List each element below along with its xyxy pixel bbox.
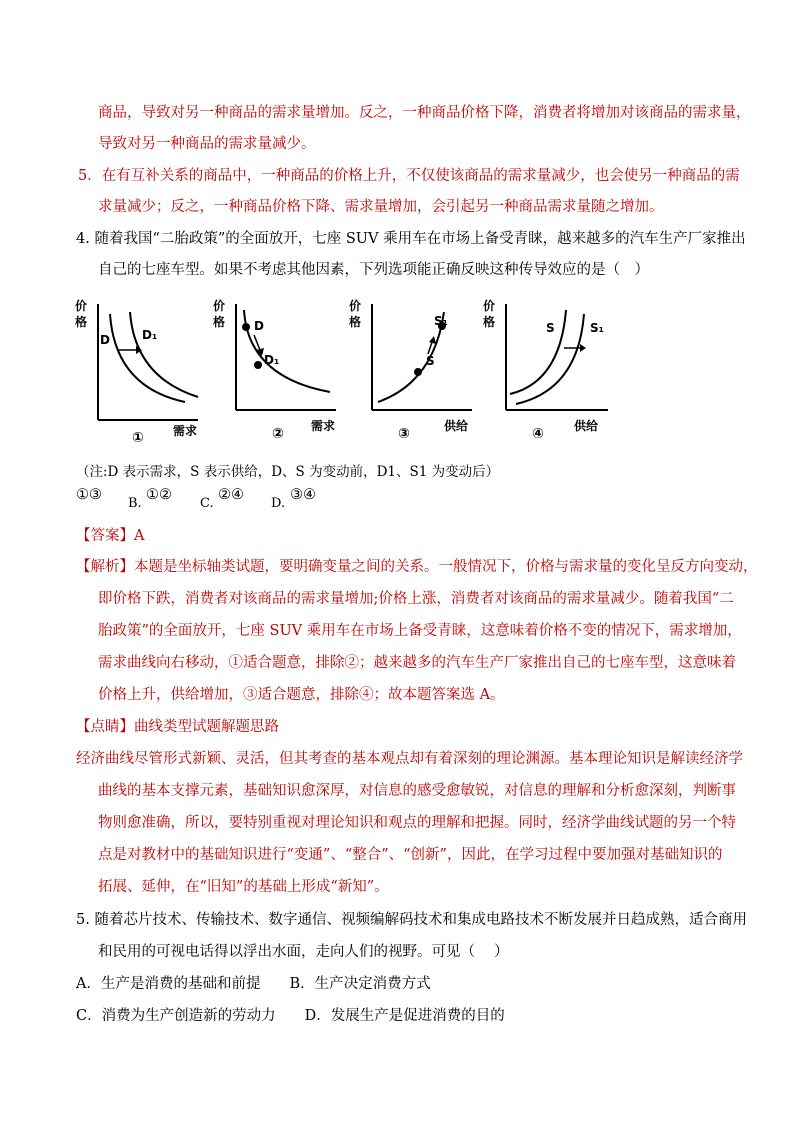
y-axis-label: 格 bbox=[213, 315, 226, 329]
analysis-line: 即价格下跌，消费者对该商品的需求量增加;价格上涨，消费者对该商品的需求量减少。随着我国“二 bbox=[98, 591, 734, 607]
tip-label: 【点睛】 bbox=[76, 719, 134, 735]
x-axis-label: 需求 bbox=[311, 419, 336, 433]
option-b-letter: B. bbox=[128, 496, 142, 511]
y-axis-label: 价 bbox=[213, 299, 226, 313]
text-line: 导致对另一种商品的需求量减少。 bbox=[98, 136, 316, 152]
x-axis-label: 供给 bbox=[574, 419, 599, 433]
option-c-letter: C. bbox=[200, 496, 214, 511]
figure-supply-move bbox=[344, 292, 494, 442]
text-line: 商品，导致对另一种商品的需求量增加。反之，一种商品价格下降，消费者将增加对该商品的需求量， bbox=[98, 105, 751, 121]
y-axis-label: 格 bbox=[349, 315, 362, 329]
tip-line: 点是对教材中的基础知识进行“变通”、“整合”、“创新”，因此，在学习过程中要加强对基础知识的 bbox=[98, 847, 723, 863]
analysis-line: 胎政策”的全面放开，七座 SUV 乘用车在市场上备受青睐，这意味着价格不变的情况下，需求增加， bbox=[98, 623, 742, 639]
analysis-label: 【解析】 bbox=[76, 559, 134, 575]
figure-supply-shift bbox=[478, 292, 638, 442]
y-axis-label: 价 bbox=[349, 299, 362, 313]
text-line: 5．在有互补关系的商品中，一种商品的价格上升，不仅使该商品的需求量减少，也会使另一种商品的需 bbox=[78, 168, 740, 184]
curve-label: S₁ bbox=[434, 314, 448, 328]
option-b: ①② bbox=[146, 487, 172, 503]
analysis-line: 价格上升，供给增加，③适合题意，排除④；故本题答案选 A。 bbox=[98, 687, 505, 703]
figure-number: ② bbox=[272, 426, 284, 442]
option-d: ③④ bbox=[290, 487, 316, 503]
y-axis-label: 格 bbox=[483, 315, 496, 329]
analysis-line bbox=[76, 557, 758, 577]
analysis-line: 需求曲线向右移动，①适合题意，排除②；越来越多的汽车生产厂家推出自己的七座车型，这意味着 bbox=[98, 655, 736, 671]
curve-label: S bbox=[426, 354, 435, 368]
curve-label: D bbox=[100, 333, 110, 347]
text-line: 求量减少；反之，一种商品价格下降、需求量增加，会引起另一种商品需求量随之增加。 bbox=[98, 199, 664, 215]
figure-demand-shift bbox=[70, 292, 220, 442]
answer-value: A bbox=[134, 528, 145, 544]
figure-number: ④ bbox=[532, 426, 544, 442]
q5-options-row: C．消费为生产创造新的劳动力 D．发展生产是促进消费的目的 bbox=[76, 1008, 505, 1024]
tip-line: 物则愈准确，所以，要特别重视对理论知识和观点的理解和把握。同时，经济学曲线试题的另一个特 bbox=[98, 815, 736, 831]
x-axis-label: 供给 bbox=[444, 419, 469, 433]
tip-line: 拓展、延伸，在“旧知”的基础上形成“新知”。 bbox=[98, 879, 389, 895]
tip-title: 曲线类型试题解题思路 bbox=[134, 719, 279, 735]
curve-label: S bbox=[546, 321, 555, 335]
analysis-text: 本题是坐标轴类试题，要明确变量之间的关系。一般情况下，价格与需求量的变化呈反方向变动， bbox=[134, 559, 758, 575]
curve-label: D bbox=[254, 319, 264, 333]
q5-stem-line: 和民用的可视电话得以浮出水面，走向人们的视野。可见（ ） bbox=[98, 944, 509, 960]
x-axis-label: 需求 bbox=[173, 424, 198, 438]
figure-number: ① bbox=[132, 430, 144, 442]
option-a: ①③ bbox=[76, 487, 102, 503]
q5-options-row: A．生产是消费的基础和前提 B．生产决定消费方式 bbox=[76, 976, 431, 992]
option-d-letter: D. bbox=[271, 496, 286, 511]
q5-stem-line: 5. 随着芯片技术、传输技术、数字通信、视频编解码技术和集成电路技术不断发展并日趋成熟，适合商用 bbox=[76, 912, 747, 928]
answer bbox=[76, 526, 144, 546]
y-axis-label: 格 bbox=[75, 315, 88, 329]
figure-number: ③ bbox=[398, 426, 410, 442]
figure-demand-move bbox=[208, 292, 358, 442]
tip-line: 曲线的基本支撑元素，基础知识愈深厚，对信息的感受愈敏锐，对信息的理解和分析愈深刻，判断事 bbox=[98, 783, 736, 799]
curve-label: S₁ bbox=[590, 321, 604, 335]
tip-line: 经济曲线尽管形式新颖、灵活，但其考查的基本观点却有着深刻的理论渊源。基本理论知识是解读经济学 bbox=[76, 751, 743, 767]
q4-stem-line: 4. 随着我国“二胎政策”的全面放开，七座 SUV 乘用车在市场上备受青睐，越来越多的汽车生产厂家推出 bbox=[76, 231, 746, 247]
q4-note: （注:D 表示需求，S 表示供给，D、S 为变动前，D1、S1 为变动后） bbox=[76, 464, 500, 480]
y-axis-label: 价 bbox=[75, 299, 88, 313]
answer-label: 【答案】 bbox=[76, 528, 134, 544]
q4-stem-line: 自己的七座车型。如果不考虑其他因素，下列选项能正确反映这种传导效应的是（ ） bbox=[98, 262, 649, 278]
y-axis-label: 价 bbox=[483, 299, 496, 313]
curve-label: D₁ bbox=[142, 328, 158, 342]
curve-label: D₁ bbox=[264, 353, 280, 367]
option-c: ②④ bbox=[218, 487, 244, 503]
tip-heading bbox=[76, 717, 279, 737]
